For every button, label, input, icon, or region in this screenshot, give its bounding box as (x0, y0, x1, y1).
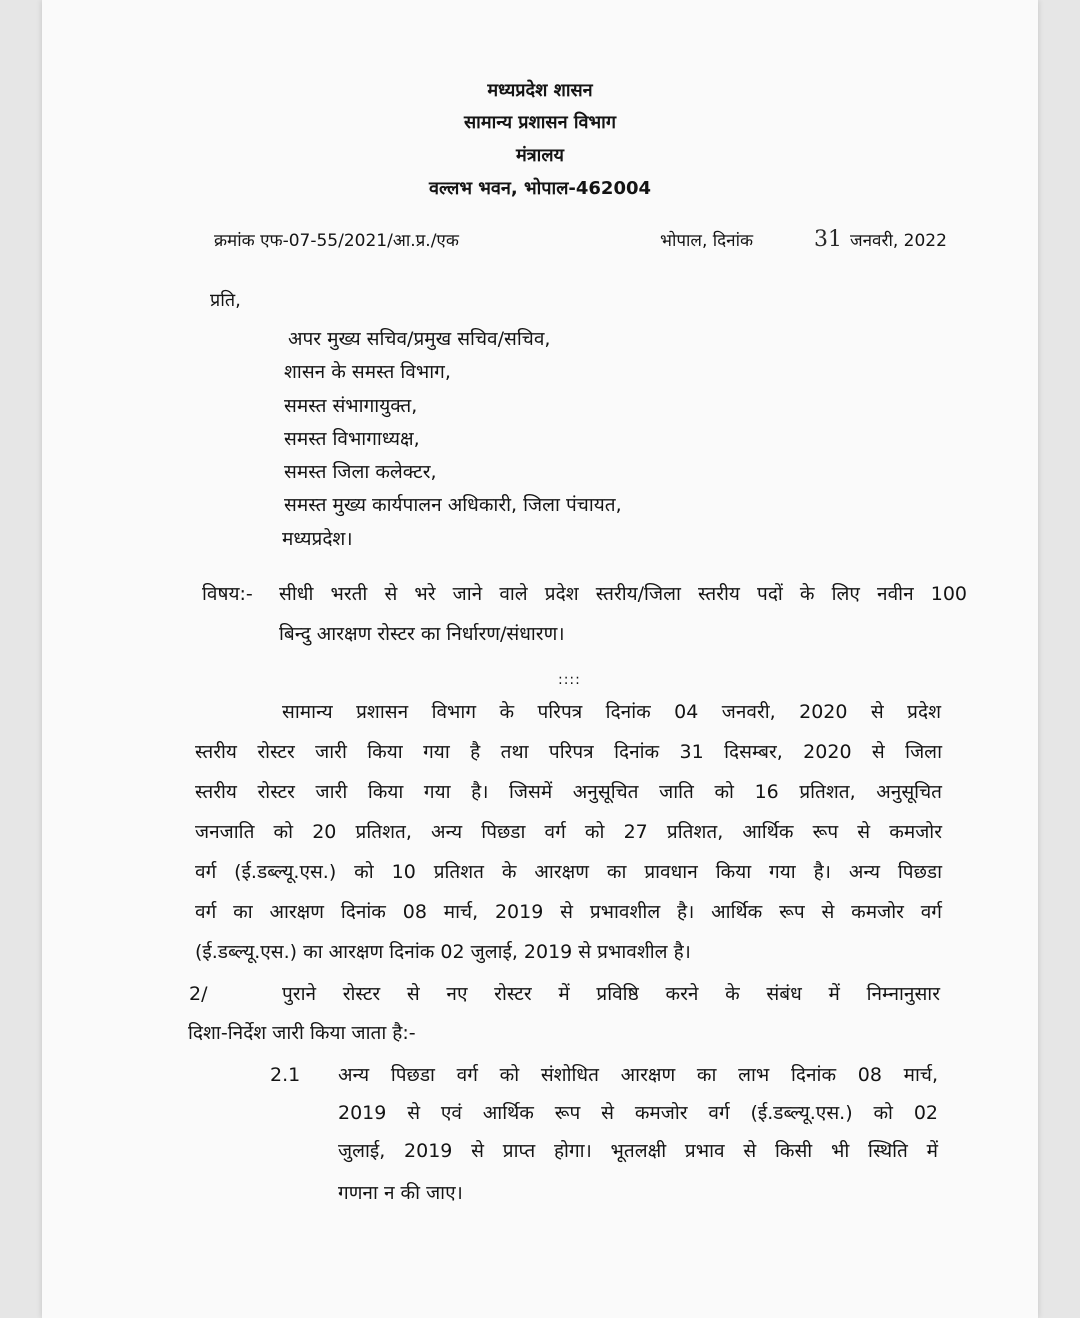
subject-label: विषय:- (202, 583, 253, 605)
para1-line-5: वर्ग (ई.डब्ल्यू.एस.) को 10 प्रतिशत के आरक्षण का प्रावधान किया गया है। अन्य पिछडा (195, 861, 942, 883)
para21-line-4: गणना न की जाए। (338, 1182, 463, 1204)
recipient-3: समस्त संभागायुक्त, (284, 395, 418, 417)
ref-place-date-label: भोपाल, दिनांक (660, 231, 754, 251)
para2-line-1: पुराने रोस्टर से नए रोस्टर में प्रविष्ठि करने के संबंध में निम्नानुसार (282, 983, 940, 1005)
ref-day: 31 (814, 227, 842, 252)
recipient-2: शासन के समस्त विभाग, (284, 361, 451, 383)
subject-line-1: सीधी भरती से भरे जाने वाले प्रदेश स्तरीय/जिला स्तरीय पदों के लिए नवीन 100 (279, 583, 967, 605)
para1-line-4: जनजाति को 20 प्रतिशत, अन्य पिछडा वर्ग को 27 प्रतिशत, आर्थिक रूप से कमजोर (195, 821, 942, 843)
to-label: प्रति, (210, 290, 241, 311)
header-line-3: मंत्रालय (515, 145, 564, 166)
ref-month-year: जनवरी, 2022 (850, 231, 947, 251)
para1-line-6: वर्ग का आरक्षण दिनांक 08 मार्च, 2019 से प्रभावशील है। आर्थिक रूप से कमजोर वर्ग (195, 901, 942, 923)
recipient-7: मध्यप्रदेश। (282, 528, 353, 550)
header-line-1: मध्यप्रदेश शासन (487, 80, 593, 101)
ref-number: क्रमांक एफ-07-55/2021/आ.प्र./एक (214, 231, 459, 251)
para21-line-3: जुलाई, 2019 से प्राप्त होगा। भूतलक्षी प्रभाव से किसी भी स्थिति में (338, 1140, 938, 1162)
para1-line-3: स्तरीय रोस्टर जारी किया गया है। जिसमें अनुसूचित जाति को 16 प्रतिशत, अनुसूचित (195, 781, 942, 803)
subject-line-2: बिन्दु आरक्षण रोस्टर का निर्धारण/संधारण। (279, 623, 565, 645)
para21-number: 2.1 (270, 1064, 301, 1086)
para21-line-2: 2019 से एवं आर्थिक रूप से कमजोर वर्ग (ई.डब्ल्यू.एस.) को 02 (338, 1102, 938, 1124)
para21-line-1: अन्य पिछडा वर्ग को संशोधित आरक्षण का लाभ दिनांक 08 मार्च, (338, 1064, 938, 1086)
recipient-4: समस्त विभागाध्यक्ष, (284, 428, 420, 450)
recipient-1: अपर मुख्य सचिव/प्रमुख सचिव/सचिव, (288, 328, 551, 350)
section-separator: :::: (558, 672, 581, 688)
para1-line-1: सामान्य प्रशासन विभाग के परिपत्र दिनांक 04 जनवरी, 2020 से प्रदेश (282, 701, 941, 723)
document-page (42, 0, 1038, 1318)
recipient-6: समस्त मुख्य कार्यपालन अधिकारी, जिला पंचायत, (284, 494, 622, 516)
para1-line-7: (ई.डब्ल्यू.एस.) का आरक्षण दिनांक 02 जुलाई, 2019 से प्रभावशील है। (195, 941, 691, 963)
para2-number: 2/ (189, 983, 208, 1005)
header-line-4: वल्लभ भवन, भोपाल-462004 (428, 178, 652, 199)
para1-line-2: स्तरीय रोस्टर जारी किया गया है तथा परिपत्र दिनांक 31 दिसम्बर, 2020 से जिला (195, 741, 942, 763)
para2-line-2: दिशा-निर्देश जारी किया जाता है:- (188, 1022, 416, 1044)
header-line-2: सामान्य प्रशासन विभाग (464, 112, 616, 133)
recipient-5: समस्त जिला कलेक्टर, (284, 461, 437, 483)
